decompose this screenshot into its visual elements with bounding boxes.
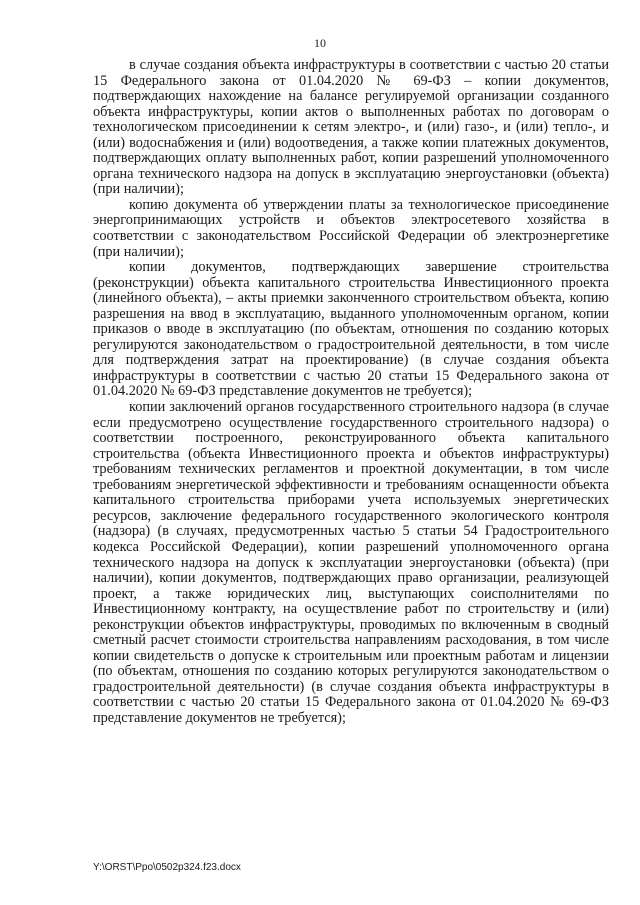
document-body bbox=[93, 58, 609, 727]
file-path-footer: Y:\ORST\Ppo\0502p324.f23.docx bbox=[93, 862, 241, 873]
paragraph-supervision-conclusions: копии заключений органов государственного строительного надзора (в случае если предусмотрено осуществление государственного строительного надзора) о соответствии построенного, реконструированного объекта капитального строительства (объекта Инвестиционного проекта и объектов инфраструктуры) требованиям технических регламентов и проектной документации, в том числе требованиям энергетической эффективности и требованиям оснащенности объекта капитального строительства приборами учета используемых энергетических ресурсов, заключение федерального государственного экологического контроля (надзора) (в случаях, предусмотренных частью 5 статьи 54 Градостроительного кодекса Российской Федерации), копии разрешений уполномоченного органа технического надзора на допуск к эксплуатации энергоустановки (объекта) (при наличии), копии документов, подтверждающих право организации, реализующей проект, а также юридических лиц, выступающих соисполнителями по Инвестиционному контракту, на осуществление работ по строительству и (или) реконструкции объектов инфраструктуры, проводимых по включенным в сводный сметный расчет стоимости строительства направлениям расходования, в том числе копии свидетельств о допуске к строительным или проектным работам и лицензии (по объектам, отношения по созданию которых регулируются законодательством о градостроительной деятельности) (в случае создания объекта инфраструктуры в соответствии с частью 20 статьи 15 Федерального закона от 01.04.2020 № 69-ФЗ представление документов не требуется); bbox=[93, 399, 609, 726]
paragraph-construction-completion: копии документов, подтверждающих завершение строительства (реконструкции) объекта капитального строительства Инвестиционного проекта (линейного объекта), – акты приемки законченного строительством объекта, копию разрешения на ввод в эксплуатацию, выданного уполномоченным органом, копии приказов о вводе в эксплуатацию (по объектам, отношения по созданию которых регулируются законодательством о градостроительной деятельности, в том числе для подтверждения затрат на проектирование) (в случае создания объекта инфраструктуры в соответствии с частью 20 статьи 15 Федерального закона от 01.04.2020 № 69-ФЗ представление документов не требуется); bbox=[93, 259, 609, 400]
paragraph-connection-fee: копию документа об утверждении платы за технологическое присоединение энергопринимающих устройств и объектов электросетевого хозяйства в соответствии с законодательством Российской Федерации об электроэнергетике (при наличии); bbox=[93, 196, 609, 260]
paragraph-infrastructure-documents: в случае создания объекта инфраструктуры в соответствии с частью 20 статьи 15 Федерального закона от 01.04.2020 № 69-ФЗ – копии документов, подтверждающих нахождение на балансе регулируемой организации созданного объекта инфраструктуры, копии актов о выполненных работах по договорам о технологическом присоединении к сетям электро-, и (или) газо-, и (или) тепло-, и (или) водоснабжения и (или) водоотведения, а также копии платежных документов, подтверждающих оплату выполненных работ, копии разрешений уполномоченного органа технического надзора на допуск в эксплуатацию энергоустановки (объекта) (при наличии); bbox=[93, 57, 609, 198]
page-number: 10 bbox=[314, 36, 326, 50]
